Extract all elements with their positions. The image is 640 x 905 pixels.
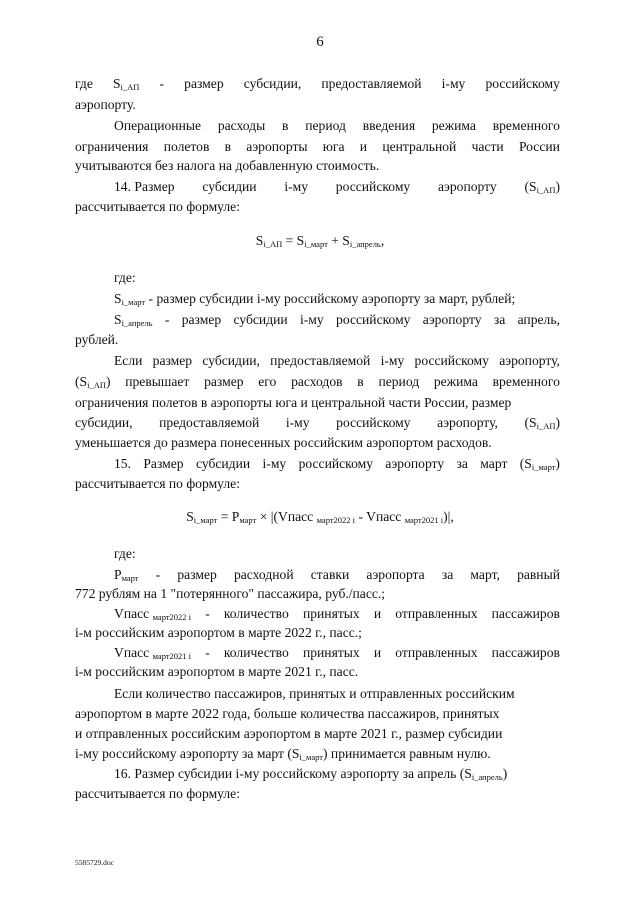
text-line: Vпасс $_{март2022 i}$ - количество принятых и отправленных пассажиров — [114, 606, 560, 622]
text-line: рассчитывается по формуле: — [75, 199, 240, 214]
text-line: рассчитывается по формуле: — [75, 476, 240, 491]
text-line: субсидии, предоставляемой i-му российскому аэропорту, $(S_{i\_АП})$ — [75, 415, 560, 431]
word: - — [159, 76, 165, 91]
word: где — [75, 76, 93, 91]
text-line — [75, 75, 560, 93]
text-line: рублей. — [75, 332, 119, 347]
word: i-му — [441, 76, 466, 91]
word: размер — [184, 76, 224, 91]
formula: $S_{i\_март} = P_{март}$ × |(Vпасс $_{март2022 i}$ - Vпасс $_{март2021 i}$)|, — [186, 509, 454, 525]
text-line: рассчитывается по формуле: — [75, 786, 240, 801]
text-line: и отправленных российским аэропортом в марте 2021 г., размер субсидии — [75, 726, 503, 741]
text-line: Операционные расходы в период введения режима временного — [114, 118, 560, 133]
text-line: $S_{i\_март}$ - размер субсидии i-му российскому аэропорту за март, рублей; — [114, 291, 516, 307]
text-line: $S_{i\_апрель}$ - размер субсидии i-му российскому аэропорту за апрель, — [114, 312, 560, 328]
word: российскому — [485, 76, 560, 91]
text-line: уменьшается до размера понесенных российским аэропортом расходов. — [75, 435, 492, 450]
text-line: аэропорту. — [75, 97, 136, 112]
text-line: $P_{март}$ - размер расходной ставки аэропорта за март, равный — [114, 567, 560, 583]
text-line: ограничения полетов в аэропорты юга и центральной части России, размер — [75, 395, 512, 410]
text-line: 14. Размер субсидии i-му российскому аэропорту $(S_{i\_АП})$ — [114, 179, 560, 195]
text-line: 772 рублям на 1 "потерянного" пассажира, руб./пасс.; — [75, 586, 386, 601]
formula: $S_{i\_АП} = S_{i\_март} + S_{i\_апрель}$, — [255, 233, 385, 249]
text-line: ограничения полетов в аэропорты юга и центральной части России — [75, 139, 560, 154]
text-line: Если размер субсидии, предоставляемой i-му российскому аэропорту, — [114, 353, 560, 368]
page-number: 6 — [316, 34, 324, 50]
text-line: 16. Размер субсидии i-му российскому аэропорту за апрель $(S_{i\_апрель})$ — [114, 766, 508, 782]
text-line: аэропортом в марте 2022 года, больше количества пассажиров, принятых — [75, 706, 500, 721]
word: предоставляемой — [321, 76, 422, 91]
text-line: i-м российским аэропортом в марте 2021 г., пасс. — [75, 664, 359, 679]
text-line: i-му российскому аэропорту за март $(S_{i\_март})$ принимается равным нулю. — [75, 746, 491, 762]
text-line: $(S_{i\_АП})$ превышает размер его расходов в период режима временного — [75, 374, 560, 390]
text-line: Vпасс $_{март2021 i}$ - количество принятых и отправленных пассажиров — [114, 645, 560, 661]
text-line: учитываются без налога на добавленную стоимость. — [75, 158, 380, 173]
word: субсидии, — [243, 76, 302, 91]
text-line: i-м российским аэропортом в марте 2022 г., пасс.; — [75, 625, 362, 640]
word: $S_{i\_АП}$ — [112, 76, 140, 92]
footer-filename: 5585729.doc — [75, 858, 114, 867]
text-line: Если количество пассажиров, принятых и отправленных российским — [114, 686, 515, 701]
text-line: где: — [114, 270, 136, 285]
text-line: 15. Размер субсидии i-му российскому аэропорту за март $(S_{i\_март})$ — [114, 456, 560, 472]
text-line: где: — [114, 546, 136, 561]
